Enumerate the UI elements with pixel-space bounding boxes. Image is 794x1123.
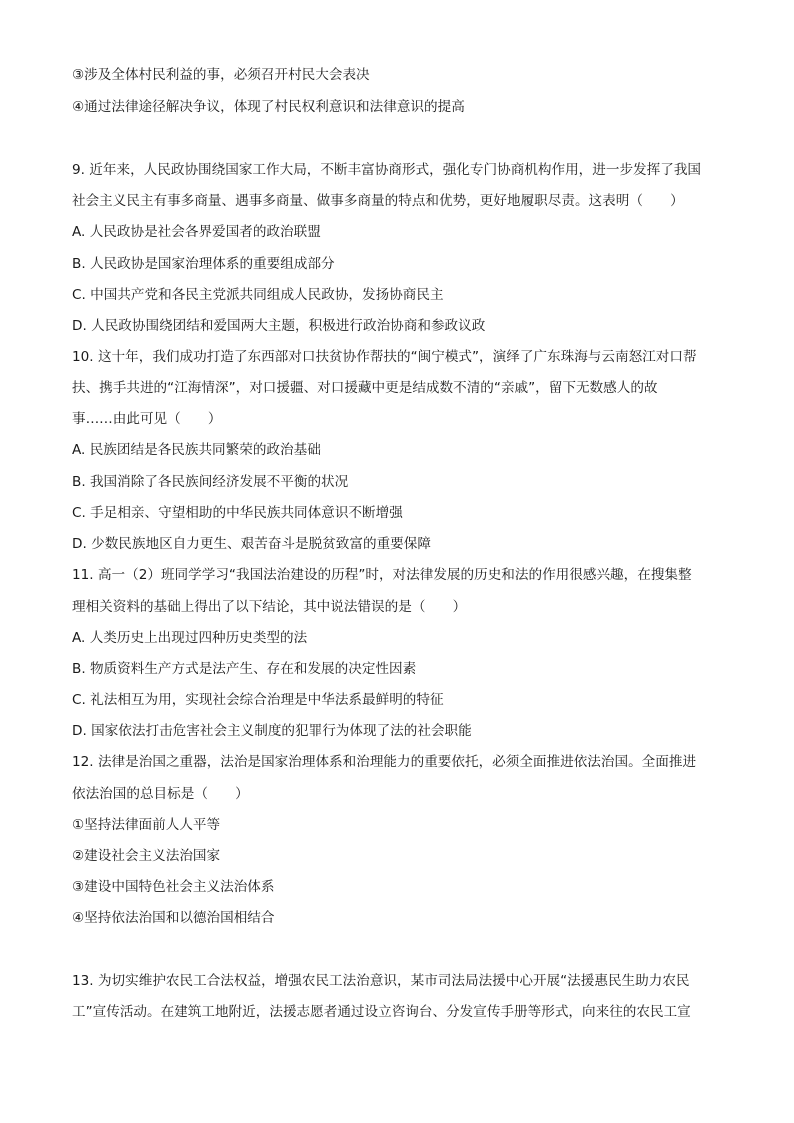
q10-stem-line-3: 事……由此可见（ ） bbox=[72, 411, 222, 427]
q9-stem-line-1: 9. 近年来，人民政协围绕国家工作大局，不断丰富协商形式，强化专门协商机构作用，进一步发挥了我国 bbox=[72, 162, 702, 178]
q12-stem-line-1: 12. 法律是治国之重器，法治是国家治理体系和治理能力的重要依托，必须全面推进依法治国。全面推进 bbox=[72, 754, 697, 770]
q9-option-a[interactable]: A. 人民政协是社会各界爱国者的政治联盟 bbox=[72, 224, 321, 240]
q10-stem-line-1: 10. 这十年，我们成功打造了东西部对口扶贫协作帮扶的“闽宁模式”，演绎了广东珠海与云南怒江对口帮 bbox=[72, 349, 697, 365]
q8-item-4: ④通过法律途径解决争议，体现了村民权利意识和法律意识的提高 bbox=[72, 99, 465, 115]
q12-stem-line-2: 依法治国的总目标是（ ） bbox=[72, 786, 249, 802]
q10-option-c[interactable]: C. 手足相亲、守望相助的中华民族共同体意识不断增强 bbox=[72, 505, 403, 521]
q10-stem-line-2: 扶、携手共进的“江海情深”，对口援疆、对口援藏中更是结成数不清的“亲戚”，留下无数感人的故 bbox=[72, 380, 658, 396]
q12-item-2: ②建设社会主义法治国家 bbox=[72, 848, 221, 864]
q9-stem-line-2: 社会主义民主有事多商量、遇事多商量、做事多商量的特点和优势，更好地履职尽责。这表明（ ） bbox=[72, 193, 684, 209]
q9-option-d[interactable]: D. 人民政协围绕团结和爱国两大主题，积极进行政治协商和参政议政 bbox=[72, 318, 486, 334]
q11-option-b[interactable]: B. 物质资料生产方式是法产生、存在和发展的决定性因素 bbox=[72, 661, 417, 677]
q8-item-3: ③涉及全体村民利益的事，必须召开村民大会表决 bbox=[72, 67, 370, 83]
q11-stem-line-2: 理相关资料的基础上得出了以下结论，其中说法错误的是（ ） bbox=[72, 599, 467, 615]
q10-option-b[interactable]: B. 我国消除了各民族间经济发展不平衡的状况 bbox=[72, 474, 349, 490]
q12-item-1: ①坚持法律面前人人平等 bbox=[72, 817, 221, 833]
q13-stem-line-2: 工”宣传活动。在建筑工地附近，法援志愿者通过设立咨询台、分发宣传手册等形式，向来往的农民工宣 bbox=[72, 1004, 691, 1020]
q12-item-4: ④坚持依法治国和以德治国相结合 bbox=[72, 910, 275, 926]
q10-option-a[interactable]: A. 民族团结是各民族共同繁荣的政治基础 bbox=[72, 442, 321, 458]
q11-stem-line-1: 11. 高一（2）班同学学习“我国法治建设的历程”时，对法律发展的历史和法的作用很感兴趣，在搜集整 bbox=[72, 567, 692, 583]
q9-option-b[interactable]: B. 人民政协是国家治理体系的重要组成部分 bbox=[72, 256, 335, 272]
q11-option-d[interactable]: D. 国家依法打击危害社会主义制度的犯罪行为体现了法的社会职能 bbox=[72, 723, 472, 739]
q10-option-d[interactable]: D. 少数民族地区自力更生、艰苦奋斗是脱贫致富的重要保障 bbox=[72, 536, 431, 552]
q13-stem-line-1: 13. 为切实维护农民工合法权益，增强农民工法治意识，某市司法局法援中心开展“法援惠民生助力农民 bbox=[72, 973, 690, 989]
q9-option-c[interactable]: C. 中国共产党和各民主党派共同组成人民政协，发扬协商民主 bbox=[72, 287, 444, 303]
q11-option-c[interactable]: C. 礼法相互为用，实现社会综合治理是中华法系最鲜明的特征 bbox=[72, 692, 444, 708]
q12-item-3: ③建设中国特色社会主义法治体系 bbox=[72, 879, 275, 895]
q11-option-a[interactable]: A. 人类历史上出现过四种历史类型的法 bbox=[72, 630, 308, 646]
